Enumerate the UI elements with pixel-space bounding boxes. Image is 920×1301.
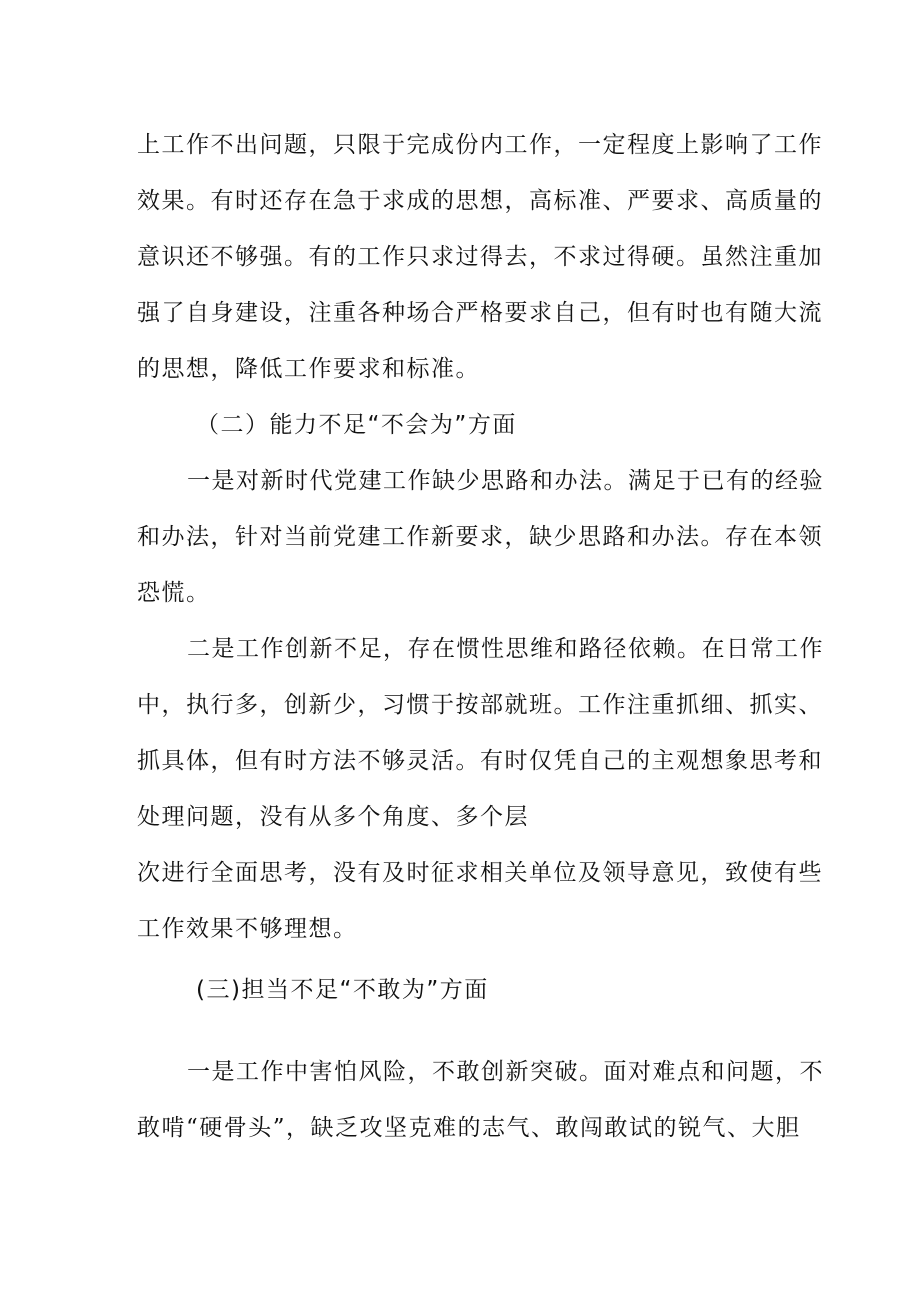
text-line: 中，执行多，创新少，习惯于按部就班。工作注重抓细、抓实、 bbox=[137, 692, 823, 718]
text-line: 次进行全面思考，没有及时征求相关单位及领导意见，致使有些 bbox=[137, 860, 823, 886]
text-line: 抓具体，但有时方法不够灵活。有时仅凭自己的主观想象思考和 bbox=[137, 748, 823, 774]
text-line: 敢啃“硬骨头”，缺乏攻坚克难的志气、敢闯敢试的锐气、大胆 bbox=[137, 1115, 801, 1141]
text-line: 的思想，降低工作要求和标准。 bbox=[137, 356, 480, 382]
text-line: 上工作不出问题，只限于完成份内工作，一定程度上影响了工作 bbox=[137, 132, 823, 158]
text-line: 和办法，针对当前党建工作新要求，缺少思路和办法。存在本领 bbox=[137, 524, 823, 550]
text-line: 效果。有时还存在急于求成的思想，高标准、严要求、高质量的 bbox=[137, 188, 823, 214]
text-line: 一是对新时代党建工作缺少思路和办法。满足于已有的经验 bbox=[187, 468, 824, 494]
section-heading-3: (三)担当不足“不敢为”方面 bbox=[196, 977, 489, 1003]
text-line: 工作效果不够理想。 bbox=[137, 916, 358, 942]
section-heading-2: （二）能力不足“不会为”方面 bbox=[196, 412, 517, 438]
text-line: 处理问题，没有从多个角度、多个层 bbox=[137, 804, 529, 830]
text-line: 恐慌。 bbox=[137, 580, 211, 606]
text-line: 强了自身建设，注重各种场合严格要求自己，但有时也有随大流 bbox=[137, 300, 823, 326]
text-line: 二是工作创新不足，存在惯性思维和路径依赖。在日常工作 bbox=[187, 636, 824, 662]
text-line: 意识还不够强。有的工作只求过得去，不求过得硬。虽然注重加 bbox=[137, 244, 823, 270]
text-line: 一是工作中害怕风险，不敢创新突破。面对难点和问题，不 bbox=[187, 1059, 824, 1085]
